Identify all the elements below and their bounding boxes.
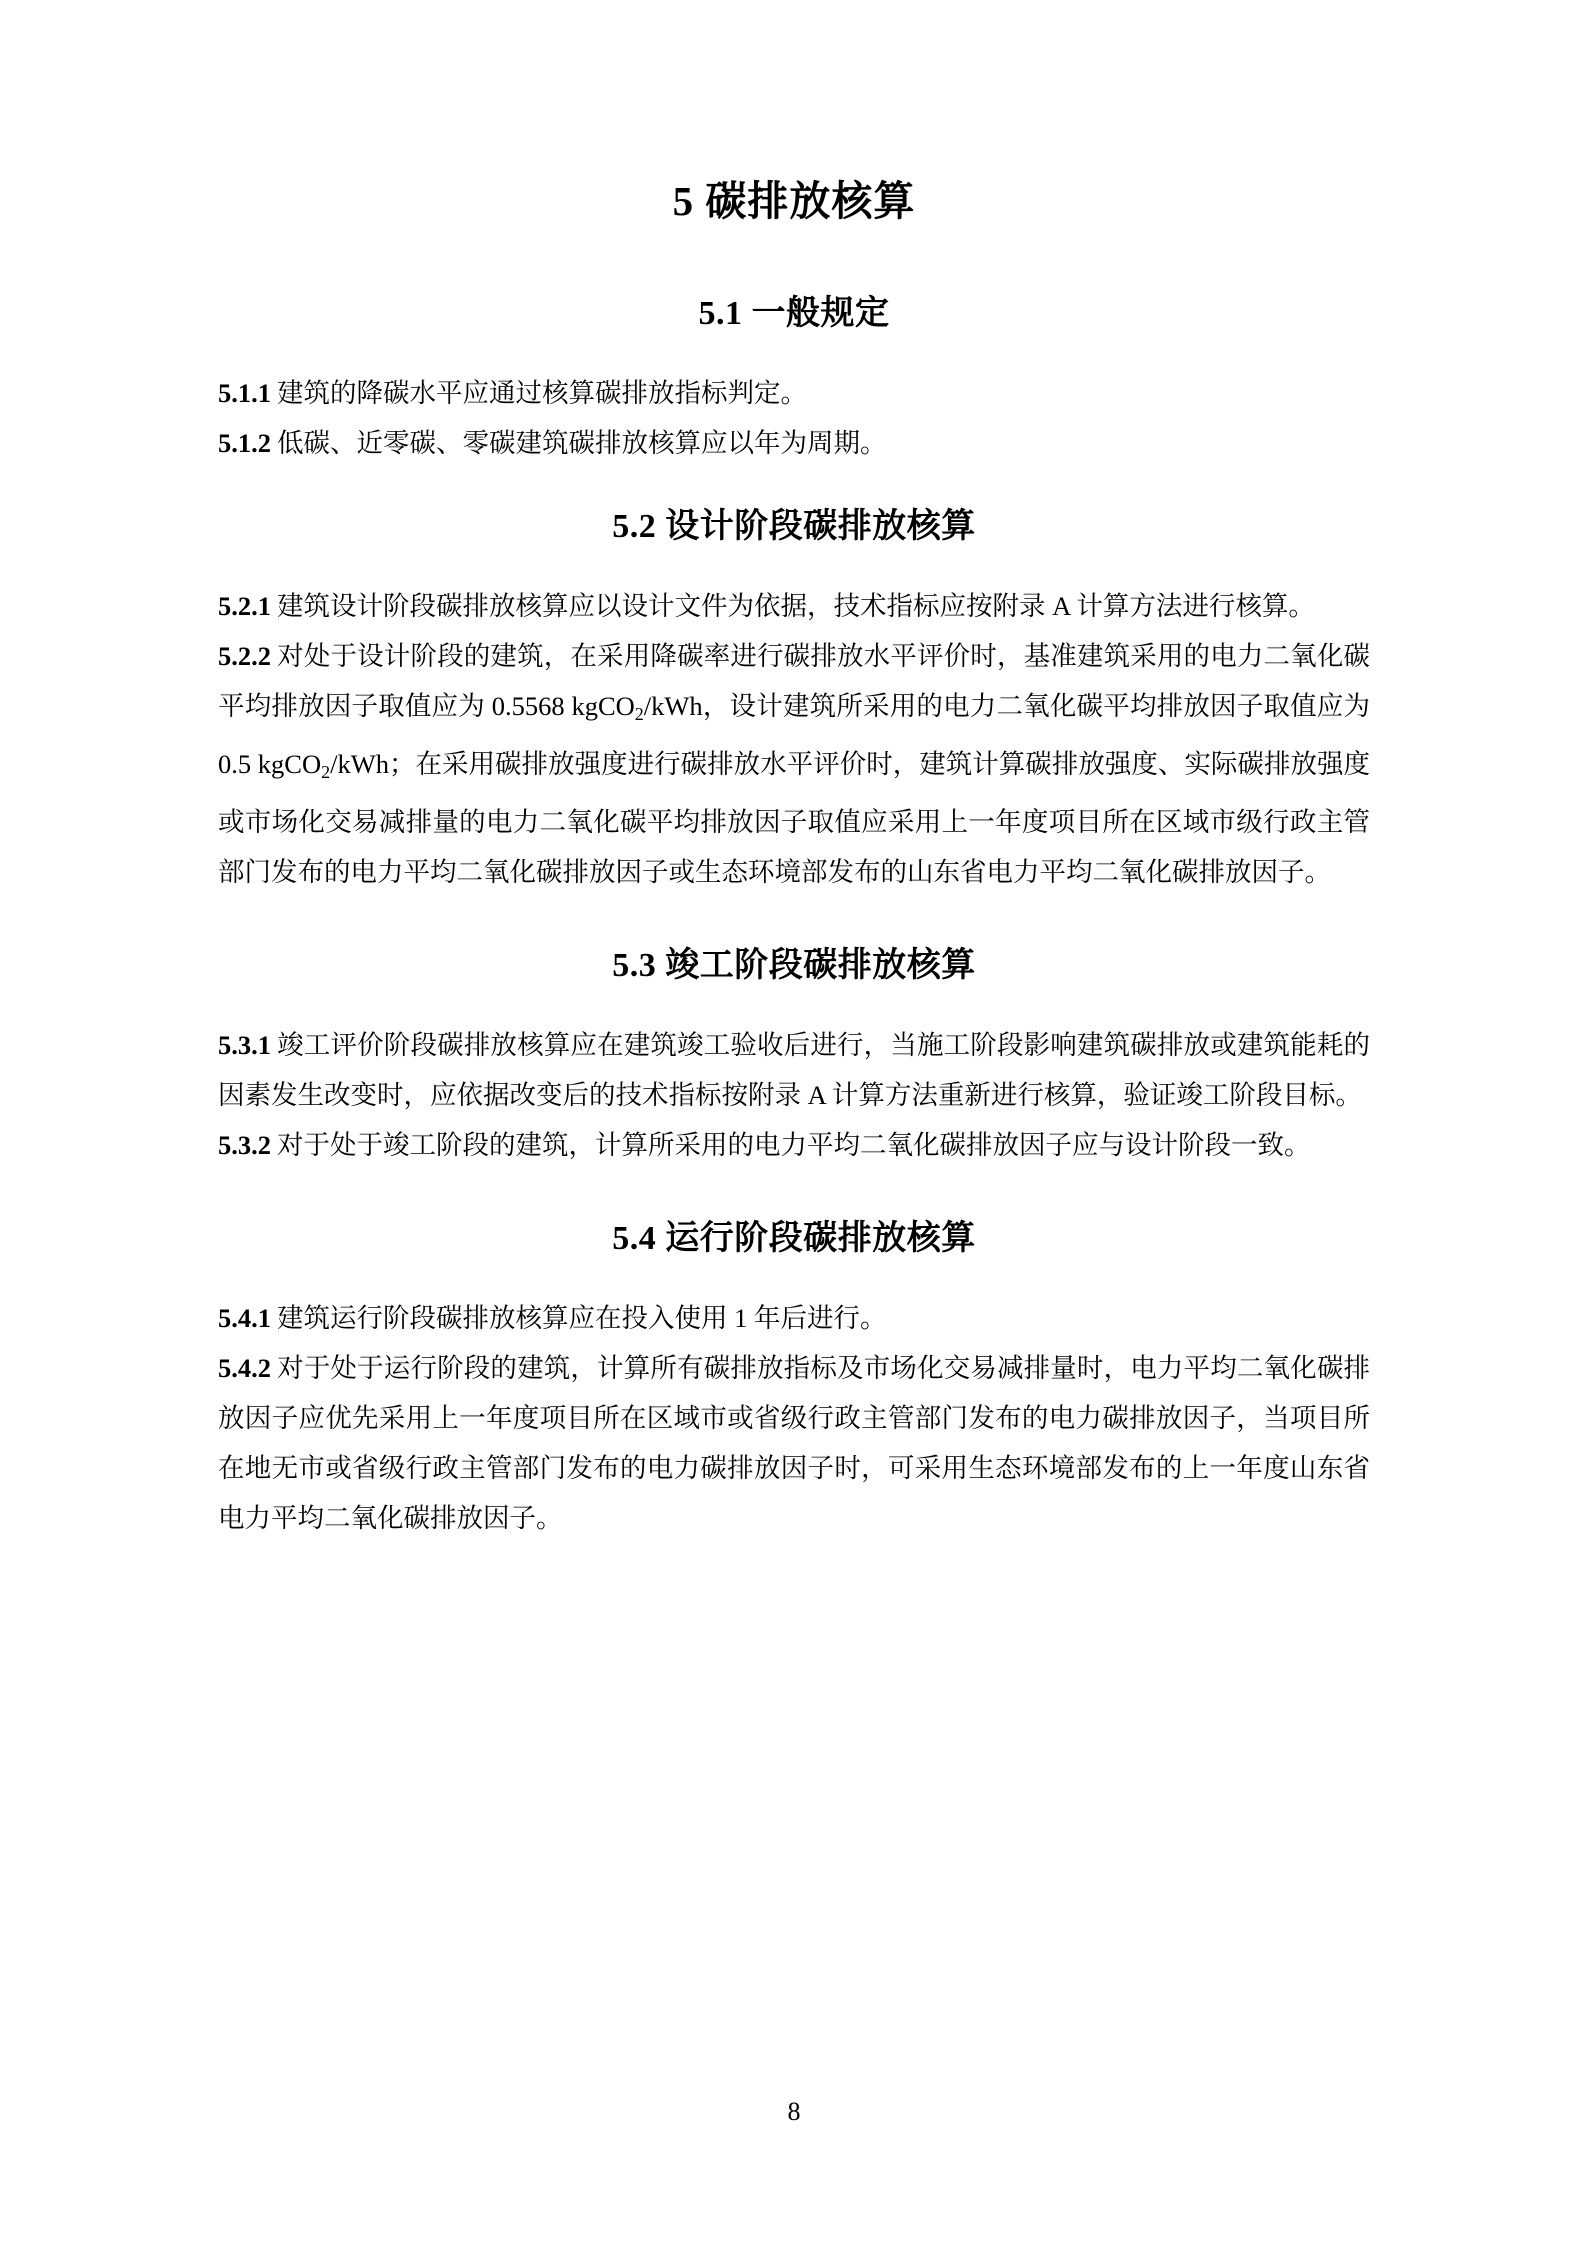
clause-number: 5.2.2 bbox=[218, 641, 271, 671]
clause-text: 对于处于竣工阶段的建筑，计算所采用的电力平均二氧化碳排放因子应与设计阶段一致。 bbox=[277, 1130, 1311, 1161]
chapter-heading: 5 碳排放核算 bbox=[672, 178, 916, 224]
clause-text: 建筑运行阶段碳排放核算应在投入使用 1 年后进行。 bbox=[277, 1303, 887, 1334]
section-heading-5-1: 5.1 一般规定 bbox=[698, 295, 890, 332]
clause-text-part-1: 对处于设计阶段的建筑，在采用降碳率进行碳排放水平评价时，基准建筑采用的电力二氧化碳平均排放因子取值应为 0.5568 kgCO bbox=[218, 641, 1370, 721]
clause-text-part-2: /kWh，设计建筑所采用的电力二氧化碳平均排放因子取值应为 0.5 kgCO bbox=[218, 691, 1370, 780]
section-heading-5-4: 5.4 运行阶段碳排放核算 bbox=[612, 1220, 976, 1258]
clause-5-1-2 bbox=[218, 418, 1370, 468]
spacer bbox=[218, 1170, 1370, 1210]
clause-text: 低碳、近零碳、零碳建筑碳排放核算应以年为周期。 bbox=[277, 428, 887, 458]
clause-5-2-2 bbox=[218, 631, 1370, 897]
clause-number: 5.1.2 bbox=[218, 428, 271, 458]
spacer bbox=[218, 334, 1370, 368]
clause-5-2-1 bbox=[218, 581, 1370, 631]
clause-5-1-1 bbox=[218, 368, 1370, 418]
clause-number: 5.2.1 bbox=[218, 591, 271, 621]
subscript-2: 2 bbox=[321, 762, 331, 783]
clause-number: 5.4.1 bbox=[218, 1303, 271, 1334]
clause-number: 5.1.1 bbox=[218, 378, 271, 408]
clause-text: 建筑设计阶段碳排放核算应以设计文件为依据，技术指标应按附录 A 计算方法进行核算。 bbox=[277, 591, 1315, 621]
page-number: 8 bbox=[787, 2097, 801, 2126]
clause-number: 5.3.1 bbox=[218, 1030, 271, 1061]
spacer bbox=[218, 1259, 1370, 1293]
clause-text: 对于处于运行阶段的建筑，计算所有碳排放指标及市场化交易减排量时，电力平均二氧化碳排放因子应优先采用上一年度项目所在区域市或省级行政主管部门发布的电力碳排放因子，当项目所在地无市或省级行政主管部门发布的电力碳排放因子时，可采用生态环境部发布的上一年度山东省电力平均二氧化碳排放因子。 bbox=[218, 1353, 1370, 1534]
subscript-2: 2 bbox=[634, 704, 644, 725]
clause-5-4-2 bbox=[218, 1343, 1370, 1543]
clause-text-part-3: /kWh；在采用碳排放强度进行碳排放水平评价时，建筑计算碳排放强度、实际碳排放强度或市场化交易减排量的电力二氧化碳平均排放因子取值应采用上一年度项目所在区域市级行政主管部门发布的电力平均二氧化碳排放因子或生态环境部发布的山东省电力平均二氧化碳排放因子。 bbox=[218, 749, 1370, 888]
clause-5-4-1 bbox=[218, 1293, 1370, 1343]
spacer bbox=[218, 897, 1370, 937]
spacer bbox=[218, 547, 1370, 581]
spacer bbox=[218, 227, 1370, 285]
clause-5-3-1 bbox=[218, 1020, 1370, 1120]
section-heading-5-2: 5.2 设计阶段碳排放核算 bbox=[612, 508, 976, 545]
spacer bbox=[218, 468, 1370, 498]
spacer bbox=[218, 986, 1370, 1020]
clause-text: 竣工评价阶段碳排放核算应在建筑竣工验收后进行，当施工阶段影响建筑碳排放或建筑能耗的因素发生改变时，应依据改变后的技术指标按附录 A 计算方法重新进行核算，验证竣工阶段目标。 bbox=[218, 1030, 1370, 1111]
clause-5-3-2 bbox=[218, 1120, 1370, 1170]
clause-text: 建筑的降碳水平应通过核算碳排放指标判定。 bbox=[277, 378, 807, 408]
clause-number: 5.4.2 bbox=[218, 1353, 271, 1384]
clause-number: 5.3.2 bbox=[218, 1130, 271, 1161]
section-heading-5-3: 5.3 竣工阶段碳排放核算 bbox=[612, 947, 976, 985]
